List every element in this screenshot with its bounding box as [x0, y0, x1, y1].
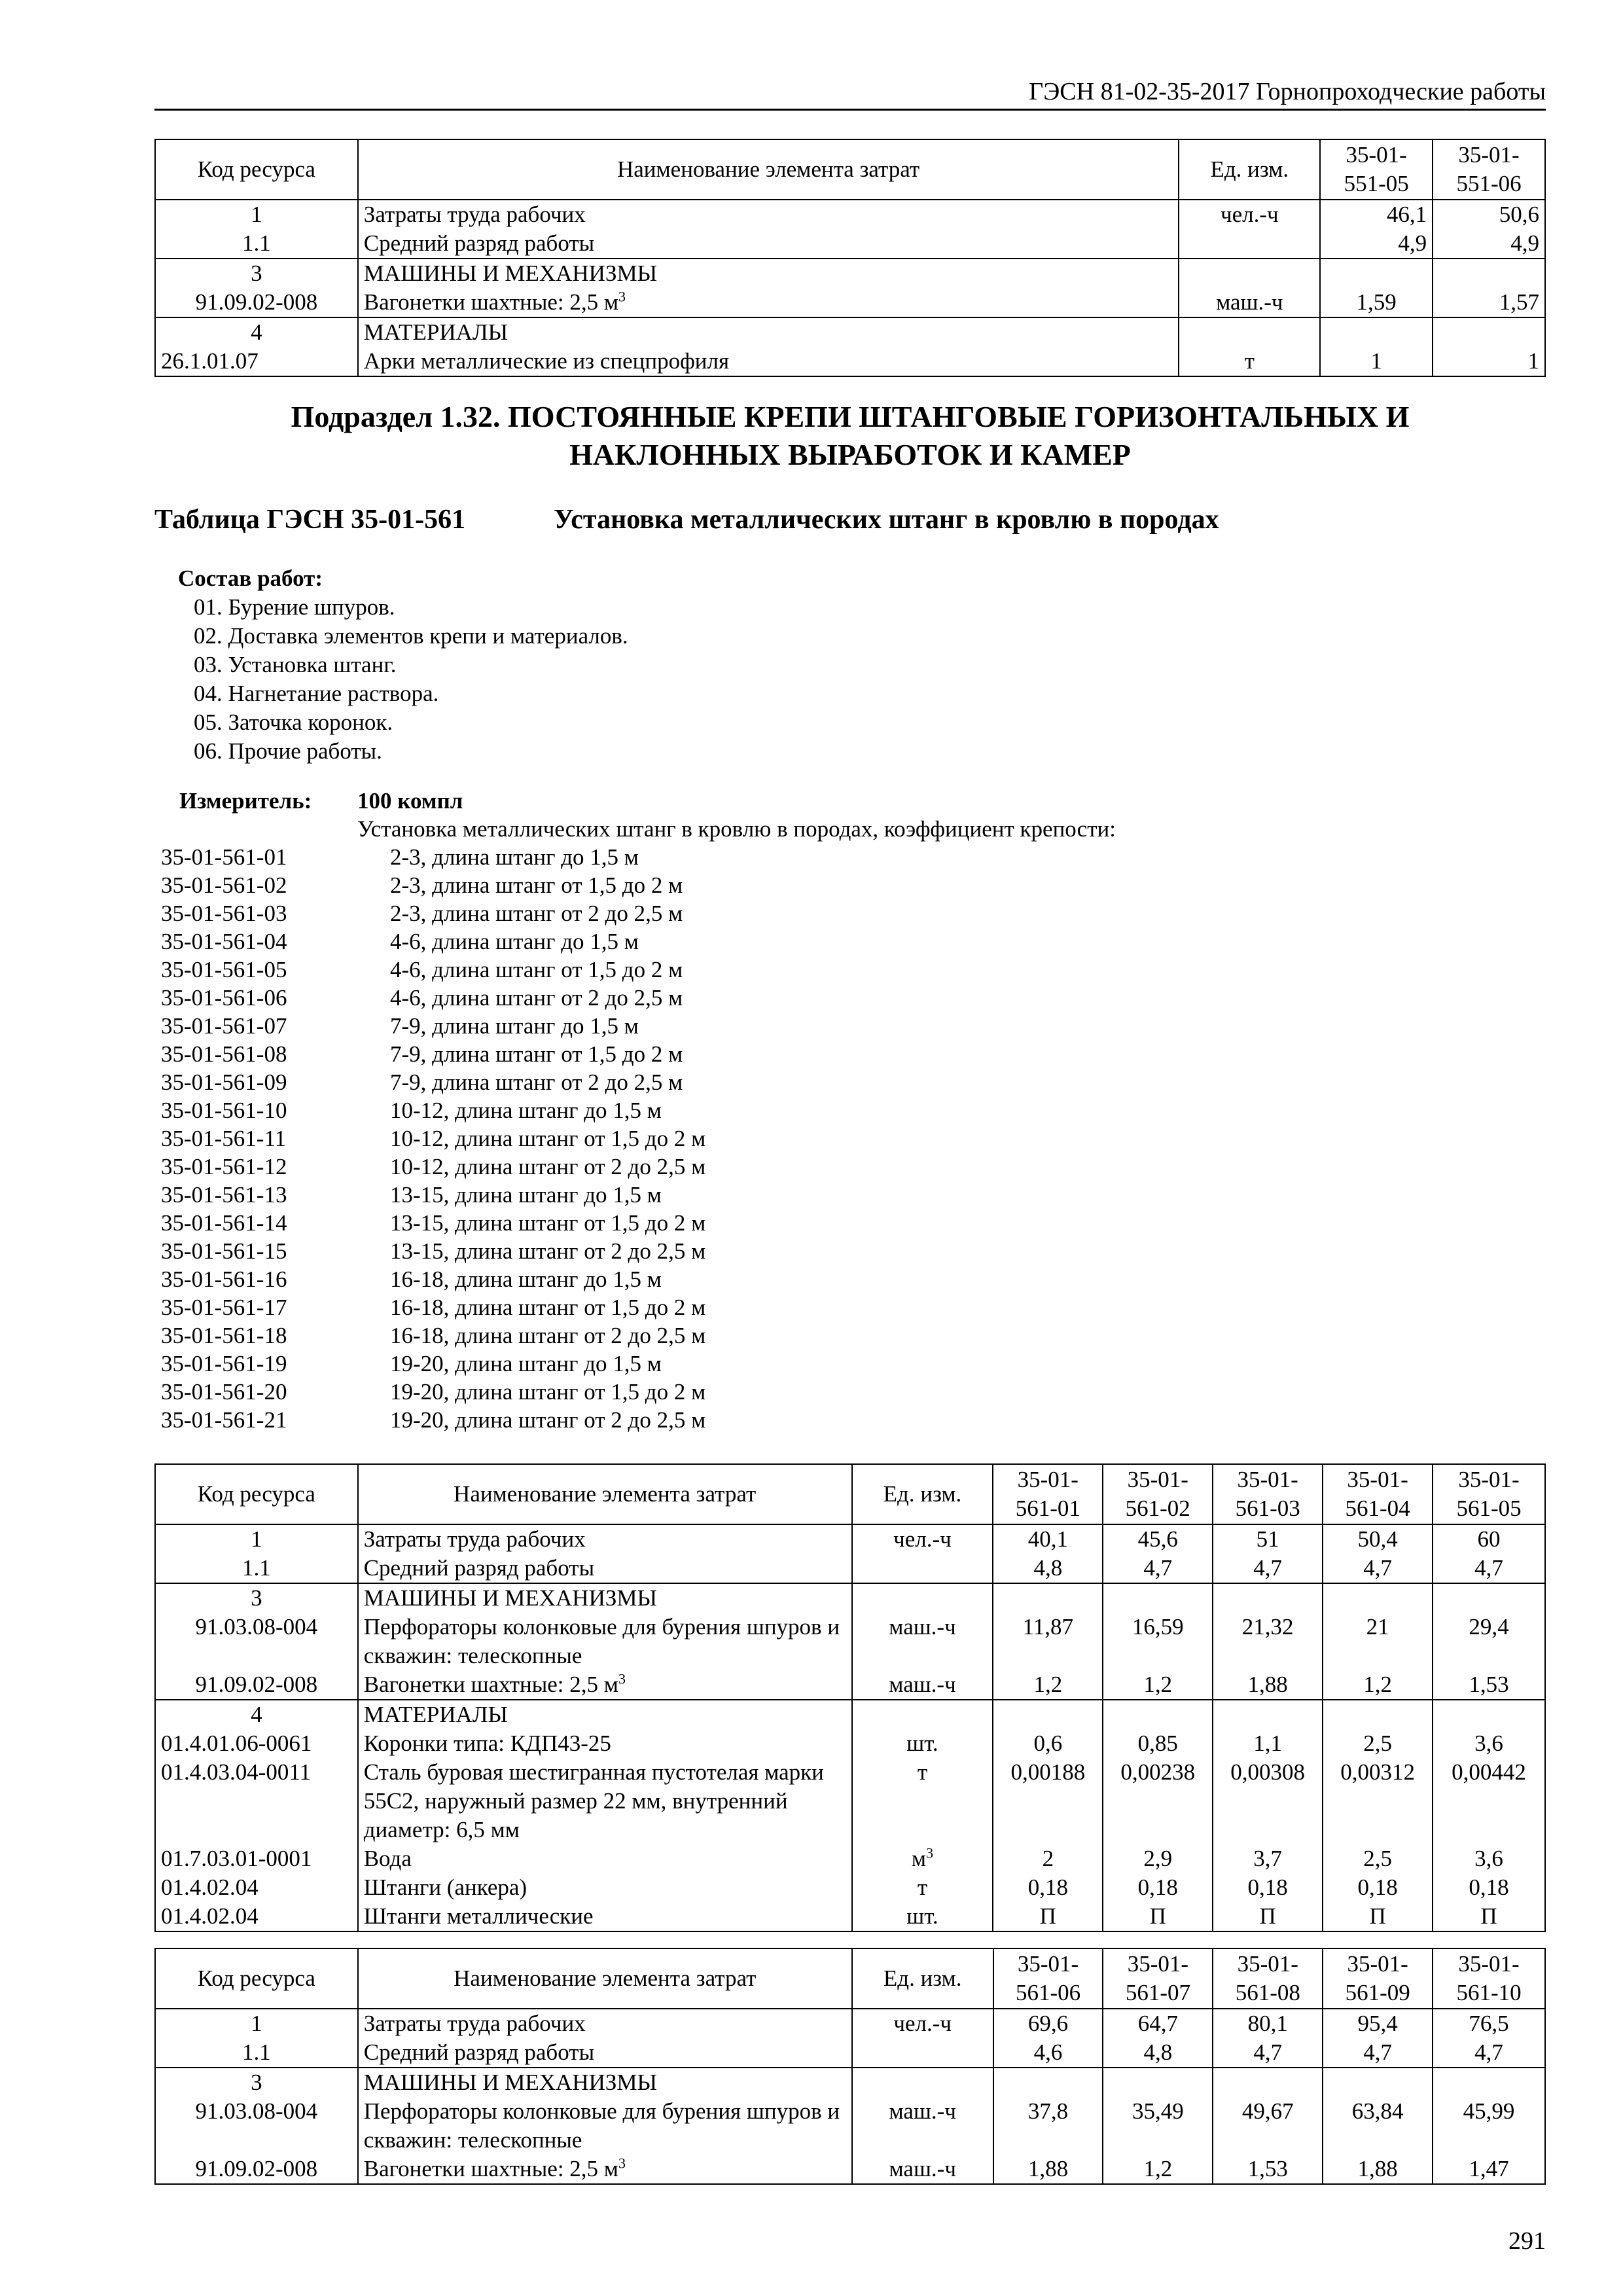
page-number: 291	[1508, 2227, 1546, 2255]
table-row: 01.4.02.04 Штанги металлические шт. П П П П П	[155, 1902, 1545, 1931]
col-value-header: 35-01-561-05	[1433, 1464, 1545, 1524]
subsection-title: Подраздел 1.32. ПОСТОЯННЫЕ КРЕПИ ШТАНГОВЫЕ ГОРИЗОНТАЛЬНЫХ И	[291, 400, 1410, 433]
list-item: 35-01-561-12 10-12, длина штанг от 2 до 2,5 м	[161, 1154, 706, 1179]
list-item: 35-01-561-18 16-18, длина штанг от 2 до 2,5 м	[161, 1323, 706, 1348]
work-item: 03. Установка штанг.	[194, 652, 397, 677]
list-item: 35-01-561-17 16-18, длина штанг от 1,5 до 2 м	[161, 1295, 706, 1320]
col-code-header: Код ресурса	[155, 1948, 358, 2009]
col-unit-header: Ед. изм.	[852, 1464, 993, 1524]
list-item: 35-01-561-03 2-3, длина штанг от 2 до 2,5 м	[161, 901, 683, 926]
table-row: 4 МАТЕРИАЛЫ	[155, 1700, 1545, 1729]
table-row: 01.4.01.06-0061 Коронки типа: КДП43-25 шт. 0,6 0,85 1,1 2,5 3,6	[155, 1729, 1545, 1758]
work-item: 06. Прочие работы.	[194, 738, 382, 764]
list-item: 35-01-561-15 13-15, длина штанг от 2 до 2,5 м	[161, 1238, 706, 1264]
table-row: 1.1 Средний разряд работы 4,6 4,8 4,7 4,7 4,7	[155, 2038, 1545, 2068]
table-title	[154, 504, 1219, 535]
table-row: 91.09.02-008 Вагонетки шахтные: 2,5 $м^3$ маш.-ч 1,59 1,57	[155, 288, 1545, 317]
list-item: 35-01-561-10 10-12, длина штанг до 1,5 м	[161, 1098, 662, 1123]
col-value-header: 35-01-561-01	[993, 1464, 1103, 1524]
measure-label: Измеритель:	[179, 788, 312, 814]
col-value-header: 35-01-551-05	[1320, 139, 1433, 200]
col-value-header: 35-01-561-09	[1323, 1948, 1433, 2009]
table-row: 01.4.03.04-0011 Сталь буровая шестигранная пустотелая марки 55С2, наружный размер 22 мм, внутренний диаметр: 6,5 мм т 0,00188 0,00238 0,00308 0,00312 0,00442	[155, 1758, 1545, 1844]
list-item: 35-01-561-01 2-3, длина штанг до 1,5 м	[161, 844, 639, 870]
col-value-header: 35-01-561-07	[1103, 1948, 1213, 2009]
work-item: 05. Заточка коронок.	[194, 709, 393, 735]
table-row: 01.4.02.04 Штанги (анкера) т 0,18 0,18 0,18 0,18 0,18	[155, 1873, 1545, 1902]
table-row: 91.03.08-004 Перфораторы колонковые для бурения шпуров и скважин: телескопные маш.-ч 37,8 35,49 49,67 63,84 45,99	[155, 2097, 1545, 2155]
col-value-header: 35-01-561-10	[1433, 1948, 1545, 2009]
measure-unit: 100 компл	[357, 788, 463, 814]
col-value-header: 35-01-561-02	[1103, 1464, 1213, 1524]
list-item: 35-01-561-19 19-20, длина штанг до 1,5 м	[161, 1351, 662, 1376]
list-item: 35-01-561-11 10-12, длина штанг от 1,5 до 2 м	[161, 1126, 706, 1151]
table-row: 3 МАШИНЫ И МЕХАНИЗМЫ	[155, 259, 1545, 288]
table-row: 1 Затраты труда рабочих чел.-ч 40,1 45,6 51 50,4 60	[155, 1524, 1545, 1554]
col-name-header: Наименование элемента затрат	[358, 139, 1179, 200]
table-row: 1 Затраты труда рабочих чел.-ч 46,1 50,6	[155, 200, 1545, 229]
work-composition	[178, 564, 628, 766]
list-item: 35-01-561-06 4-6, длина штанг от 2 до 2,5 м	[161, 985, 683, 1011]
col-value-header: 35-01-551-06	[1433, 139, 1545, 200]
table-row: 26.1.01.07 Арки металлические из спецпрофиля т 1 1	[155, 347, 1545, 376]
measure-description: Установка металлических штанг в кровлю в породах, коэффициент крепости:	[357, 816, 1116, 842]
resource-table-561-b	[154, 1948, 1546, 2185]
table-row: 91.03.08-004 Перфораторы колонковые для бурения шпуров и скважин: телескопные маш.-ч 11,87 16,59 21,32 21 29,4	[155, 1613, 1545, 1670]
table-row: 01.7.03.01-0001 Вода $м^3$ 2 2,9 3,7 2,5 3,6	[155, 1844, 1545, 1873]
col-value-header: 35-01-561-06	[993, 1948, 1103, 2009]
list-item: 35-01-561-08 7-9, длина штанг от 1,5 до 2 м	[161, 1041, 683, 1067]
table-row: 91.09.02-008 Вагонетки шахтные: 2,5 $м^3$ маш.-ч 1,88 1,2 1,53 1,88 1,47	[155, 2155, 1545, 2184]
work-heading: Состав работ:	[178, 565, 323, 591]
table-name: Установка металлических штанг в кровлю в породах	[554, 505, 1219, 535]
list-item: 35-01-561-04 4-6, длина штанг до 1,5 м	[161, 929, 639, 954]
table-row: 4 МАТЕРИАЛЫ	[155, 317, 1545, 347]
col-value-header: 35-01-561-08	[1213, 1948, 1323, 2009]
table-row: 3 МАШИНЫ И МЕХАНИЗМЫ	[155, 2068, 1545, 2097]
work-item: 02. Доставка элементов крепи и материалов.	[194, 623, 628, 649]
list-item: 35-01-561-16 16-18, длина штанг до 1,5 м	[161, 1266, 662, 1292]
list-item: 35-01-561-07 7-9, длина штанг до 1,5 м	[161, 1013, 639, 1039]
col-value-header: 35-01-561-03	[1213, 1464, 1323, 1524]
list-item: 35-01-561-13 13-15, длина штанг до 1,5 м	[161, 1182, 662, 1208]
col-value-header: 35-01-561-04	[1323, 1464, 1433, 1524]
resource-table-561-a	[154, 1463, 1546, 1932]
list-item: 35-01-561-05 4-6, длина штанг от 1,5 до 2 м	[161, 957, 683, 982]
col-code-header: Код ресурса	[155, 139, 358, 200]
col-code-header: Код ресурса	[155, 1464, 358, 1524]
col-name-header: Наименование элемента затрат	[358, 1948, 852, 2009]
table-row: 1 Затраты труда рабочих чел.-ч 69,6 64,7 80,1 95,4 76,5	[155, 2009, 1545, 2038]
list-item: 35-01-561-20 19-20, длина штанг от 1,5 до 2 м	[161, 1379, 706, 1405]
table-code: Таблица ГЭСН 35-01-561	[154, 505, 466, 535]
list-item: 35-01-561-02 2-3, длина штанг от 1,5 до 2 м	[161, 872, 683, 898]
col-name-header: Наименование элемента затрат	[358, 1464, 852, 1524]
table-row: 1.1 Средний разряд работы 4,9 4,9	[155, 229, 1545, 259]
work-item: 04. Нагнетание раствора.	[194, 681, 439, 706]
list-item: 35-01-561-09 7-9, длина штанг от 2 до 2,5 м	[161, 1069, 683, 1095]
list-item: 35-01-561-14 13-15, длина штанг от 1,5 до 2 м	[161, 1210, 706, 1236]
resource-table-551	[154, 139, 1546, 377]
header-title: ГЭСН 81-02-35-2017 Горнопроходческие работы	[1029, 78, 1546, 105]
col-unit-header: Ед. изм.	[1179, 139, 1320, 200]
table-row: 3 МАШИНЫ И МЕХАНИЗМЫ	[155, 1583, 1545, 1613]
work-item: 01. Бурение шпуров.	[194, 594, 395, 620]
subsection-title-line2: НАКЛОННЫХ ВЫРАБОТОК И КАМЕР	[569, 438, 1131, 471]
table-row: 91.09.02-008 Вагонетки шахтные: 2,5 $м^3$ маш.-ч 1,2 1,2 1,88 1,2 1,53	[155, 1670, 1545, 1700]
col-unit-header: Ед. изм.	[852, 1948, 993, 2009]
table-row: 1.1 Средний разряд работы 4,8 4,7 4,7 4,7 4,7	[155, 1554, 1545, 1583]
list-item: 35-01-561-21 19-20, длина штанг от 2 до 2,5 м	[161, 1407, 706, 1433]
running-header	[154, 69, 1546, 111]
